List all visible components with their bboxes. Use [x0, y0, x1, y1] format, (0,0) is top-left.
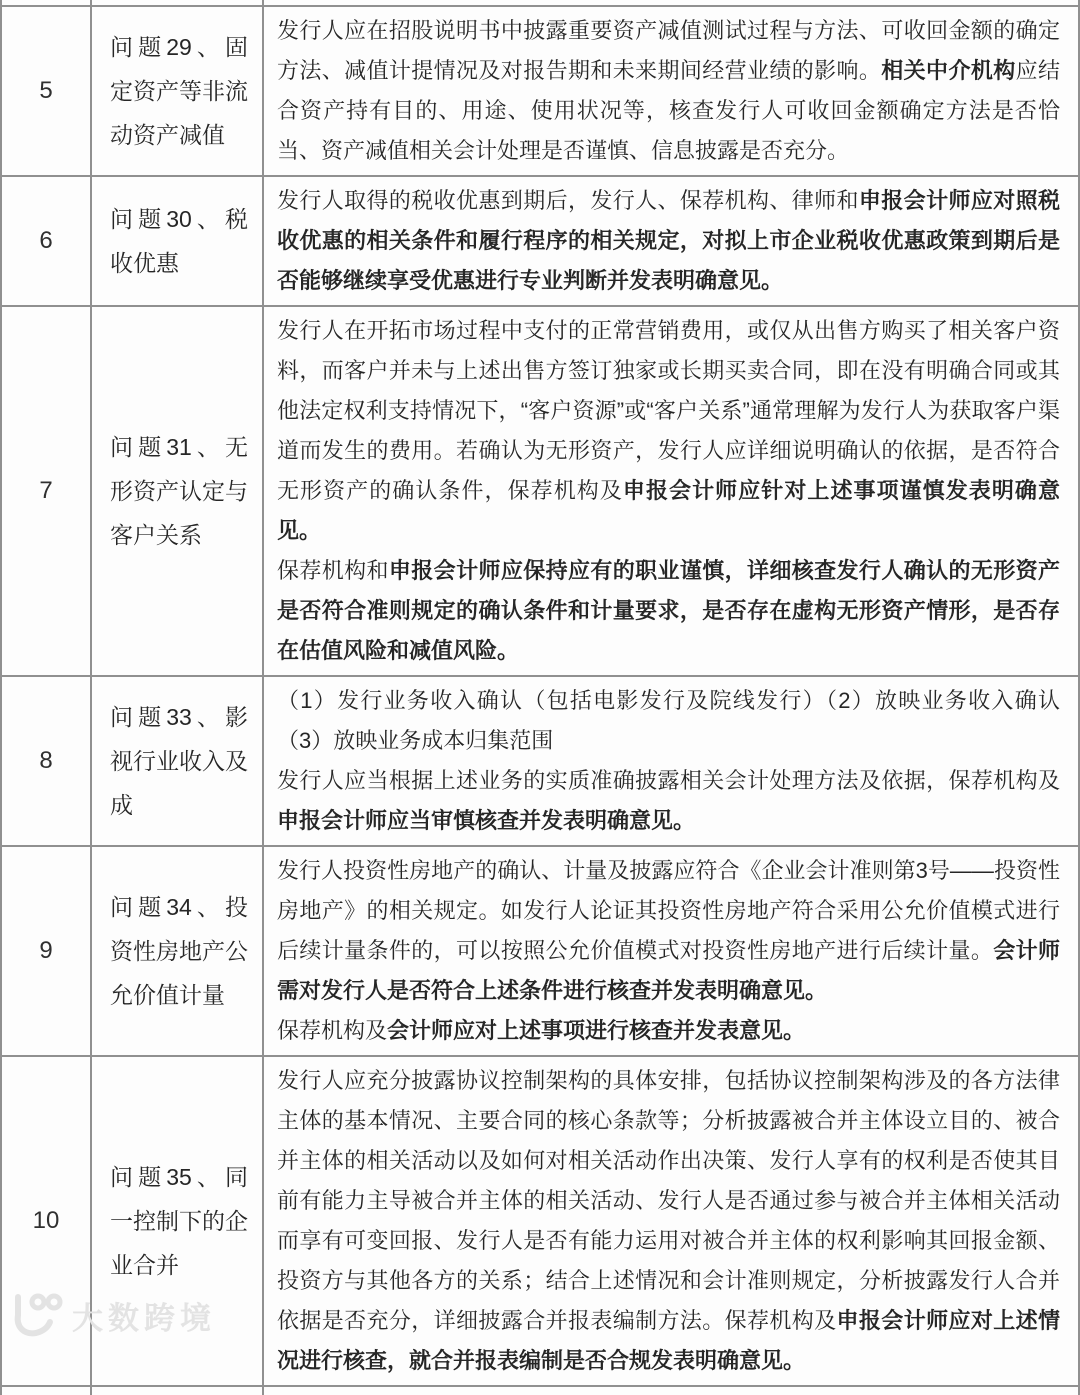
table-row: [2, 1055, 1078, 1385]
text-run: （1）发行业务收入确认（包括电影发行及院线发行）（2）放映业务收入确认（3）放映业务成本归集范围: [277, 688, 1060, 753]
table-row: [2, 175, 1078, 305]
content-paragraph: [277, 11, 1060, 171]
text-run: 发行人取得的税收优惠到期后，发行人、保荐机构、律师和: [277, 188, 859, 213]
text-run: 保荐机构和: [277, 558, 389, 583]
row-content: [264, 1057, 1078, 1385]
row-topic: [92, 847, 264, 1055]
content-paragraph: [277, 311, 1060, 551]
content-paragraph: [277, 761, 1060, 841]
table-bottom-sliver: [2, 1385, 1078, 1395]
row-topic: [92, 307, 264, 675]
table-row: [2, 305, 1078, 675]
content-paragraph: [277, 1011, 1060, 1051]
content-paragraph: [277, 1061, 1060, 1381]
row-topic: [92, 7, 264, 175]
text-run: 发行人应当根据上述业务的实质准确披露相关会计处理方法及依据，保荐机构及: [277, 768, 1060, 793]
content-paragraph: [277, 681, 1060, 761]
table-row: [2, 675, 1078, 845]
bold-text-run: 会计师需对发行人是否符合上述条件进行核查并发表明确意见。: [277, 938, 1060, 1003]
bold-text-run: 相关中介机构: [881, 58, 1016, 83]
row-topic-label: 问题35、同一控制下的企业合并: [110, 1164, 248, 1278]
row-topic: [92, 1057, 264, 1385]
content-paragraph: [277, 551, 1060, 671]
text-run: 发行人投资性房地产的确认、计量及披露应符合《企业会计准则第3号——投资性房地产》的相关规定。如发行人论证其投资性房地产符合采用公允价值模式进行后续计量条件的，可以按照公允价值模式对投资性房地产进行后续计量。: [277, 858, 1060, 963]
row-topic-label: 问题33、影视行业收入及成: [110, 704, 248, 818]
bold-text-run: 申报会计师应当审慎核查并发表明确意见。: [277, 808, 696, 833]
bold-text-run: 会计师应对上述事项进行核查并发表意见。: [387, 1018, 806, 1043]
row-number: 8: [2, 677, 92, 845]
row-topic-label: 问题30、税收优惠: [110, 206, 248, 276]
row-content: [264, 677, 1078, 845]
table-top-sliver: [2, 0, 1078, 5]
text-run: 发行人应在招股说明书中披露重要资产减值测试过程与方法、可收回金额的确定方法、减值计提情况及对报告期和未来期间经营业绩的影响。: [277, 18, 1060, 83]
row-number: 5: [2, 7, 92, 175]
table-row: [2, 5, 1078, 175]
row-topic-label: 问题31、无形资产认定与客户关系: [110, 434, 248, 548]
content-paragraph: [277, 851, 1060, 1011]
bold-text-run: 申报会计师应保持应有的职业谨慎，详细核查发行人确认的无形资产是否符合准则规定的确认条件和计量要求，是否存在虚构无形资产情形，是否存在估值风险和减值风险。: [277, 558, 1060, 663]
content-paragraph: [277, 181, 1060, 301]
table-row: [2, 845, 1078, 1055]
text-run: 保荐机构及: [277, 1018, 388, 1043]
row-content: [264, 307, 1078, 675]
bold-text-run: 申报会计师应针对上述事项谨慎发表明确意见。: [277, 478, 1060, 543]
row-number: 7: [2, 307, 92, 675]
qa-table-body: [2, 5, 1078, 1385]
text-run: 应结合资产持有目的、用途、使用状况等，核查发行人可收回金额确定方法是否恰当、资产减值相关会计处理是否谨慎、信息披露是否充分。: [277, 58, 1060, 163]
bold-text-run: 申报会计师应对照税收优惠的相关条件和履行程序的相关规定，对拟上市企业税收优惠政策到期后是否能够继续享受优惠进行专业判断并发表明确意见。: [277, 188, 1060, 293]
row-topic-label: 问题29、固定资产等非流动资产减值: [110, 34, 248, 148]
row-content: [264, 177, 1078, 305]
row-content: [264, 847, 1078, 1055]
row-number: 10: [2, 1057, 92, 1385]
row-topic: [92, 177, 264, 305]
bold-text-run: 申报会计师应对上述情况进行核查，就合并报表编制是否合规发表明确意见。: [277, 1308, 1060, 1373]
row-topic: [92, 677, 264, 845]
text-run: 发行人应充分披露协议控制架构的具体安排，包括协议控制架构涉及的各方法律主体的基本情况、主要合同的核心条款等；分析披露被合并主体设立目的、被合并主体的相关活动以及如何对相关活动作出决策、发行人享有的权利是否使其目前有能力主导被合并主体的相关活动、发行人是否通过参与被合并主体相关活动而享有可变回报、发行人是否有能力运用对被合并主体的权利影响其回报金额、投资方与其他各方的关系；结合上述情况和会计准则规定，分析披露发行人合并依据是否充分，详细披露合并报表编制方法。保荐机构及: [277, 1068, 1060, 1333]
text-run: 发行人在开拓市场过程中支付的正常营销费用，或仅从出售方购买了相关客户资料，而客户并未与上述出售方签订独家或长期买卖合同，即在没有明确合同或其他法定权利支持情况下，“客户资源”或“客户关系”通常理解为发行人为获取客户渠道而发生的费用。若确认为无形资产，发行人应详细说明确认的依据，是否符合无形资产的确认条件，保荐机构及: [277, 318, 1060, 503]
row-number: 6: [2, 177, 92, 305]
row-number: 9: [2, 847, 92, 1055]
row-topic-label: 问题34、投资性房地产公允价值计量: [110, 894, 248, 1008]
watermark-text: 大数跨境: [72, 1300, 216, 1336]
row-content: [264, 7, 1078, 175]
